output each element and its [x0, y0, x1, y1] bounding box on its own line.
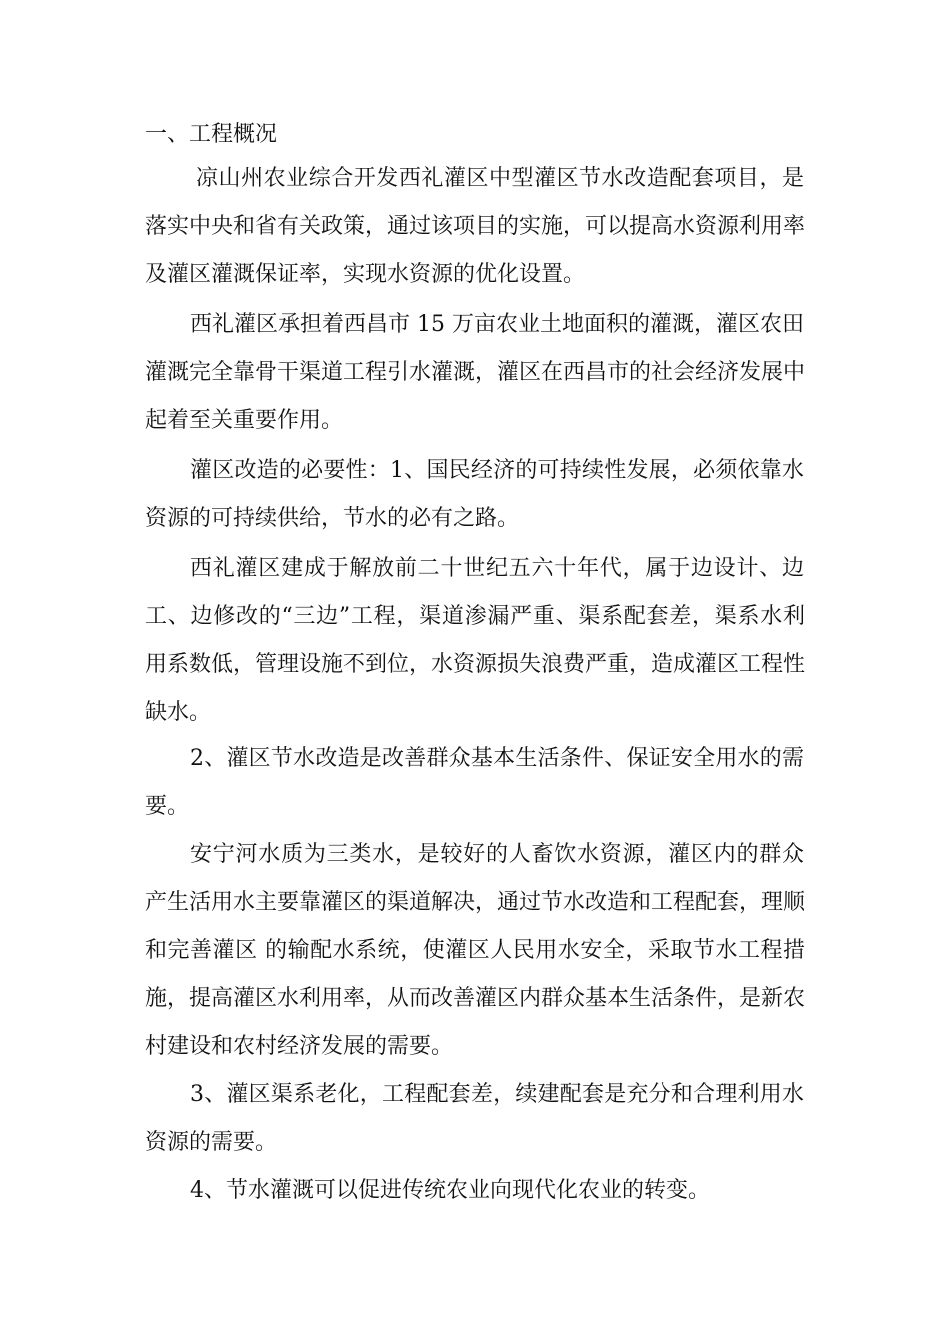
paragraph-line: 3、灌区渠系老化，工程配套差，续建配套是充分和合理利用水: [190, 1082, 804, 1107]
paragraph-line: 资源的需要。: [145, 1130, 278, 1155]
paragraph-line: 起着至关重要作用。: [145, 408, 344, 433]
paragraph-line: 村建设和农村经济发展的需要。: [145, 1034, 454, 1059]
paragraph-line: 资源的可持续供给，节水的必有之路。: [145, 506, 520, 531]
paragraph-line: 西礼灌区建成于解放前二十世纪五六十年代，属于边设计、边: [190, 556, 804, 581]
paragraph-line: 缺水。: [145, 700, 212, 725]
paragraph-line: 落实中央和省有关政策，通过该项目的实施，可以提高水资源利用率: [145, 214, 805, 239]
paragraph-line: 西礼灌区承担着西昌市 15 万亩农业土地面积的灌溉，灌区农田: [190, 312, 804, 337]
paragraph-line: 4、节水灌溉可以促进传统农业向现代化农业的转变。: [190, 1178, 710, 1203]
paragraph-line: 及灌区灌溉保证率，实现水资源的优化设置。: [145, 262, 586, 287]
paragraph-line: 施，提高灌区水利用率，从而改善灌区内群众基本生活条件，是新农: [145, 986, 805, 1011]
section-heading: 一、工程概况: [145, 122, 278, 147]
paragraph-line: 安宁河水质为三类水，是较好的人畜饮水资源，灌区内的群众: [190, 842, 804, 867]
paragraph-line: 灌区改造的必要性：1、国民经济的可持续性发展，必须依靠水: [190, 458, 804, 483]
paragraph-line: 用系数低，管理设施不到位，水资源损失浪费严重，造成灌区工程性: [145, 652, 805, 677]
paragraph-line: 凉山州农业综合开发西礼灌区中型灌区节水改造配套项目，是: [196, 166, 804, 191]
paragraph-line: 产生活用水主要靠灌区的渠道解决，通过节水改造和工程配套，理顺: [145, 890, 805, 915]
paragraph-line: 灌溉完全靠骨干渠道工程引水灌溉，灌区在西昌市的社会经济发展中: [145, 360, 805, 385]
paragraph-line: 要。: [145, 794, 190, 819]
paragraph-line: 2、灌区节水改造是改善群众基本生活条件、保证安全用水的需: [190, 746, 804, 771]
paragraph-line: 工、边修改的“三边”工程，渠道渗漏严重、渠系配套差，渠系水利: [145, 604, 805, 629]
paragraph-line: 和完善灌区 的输配水系统，使灌区人民用水安全，采取节水工程措: [145, 938, 805, 963]
